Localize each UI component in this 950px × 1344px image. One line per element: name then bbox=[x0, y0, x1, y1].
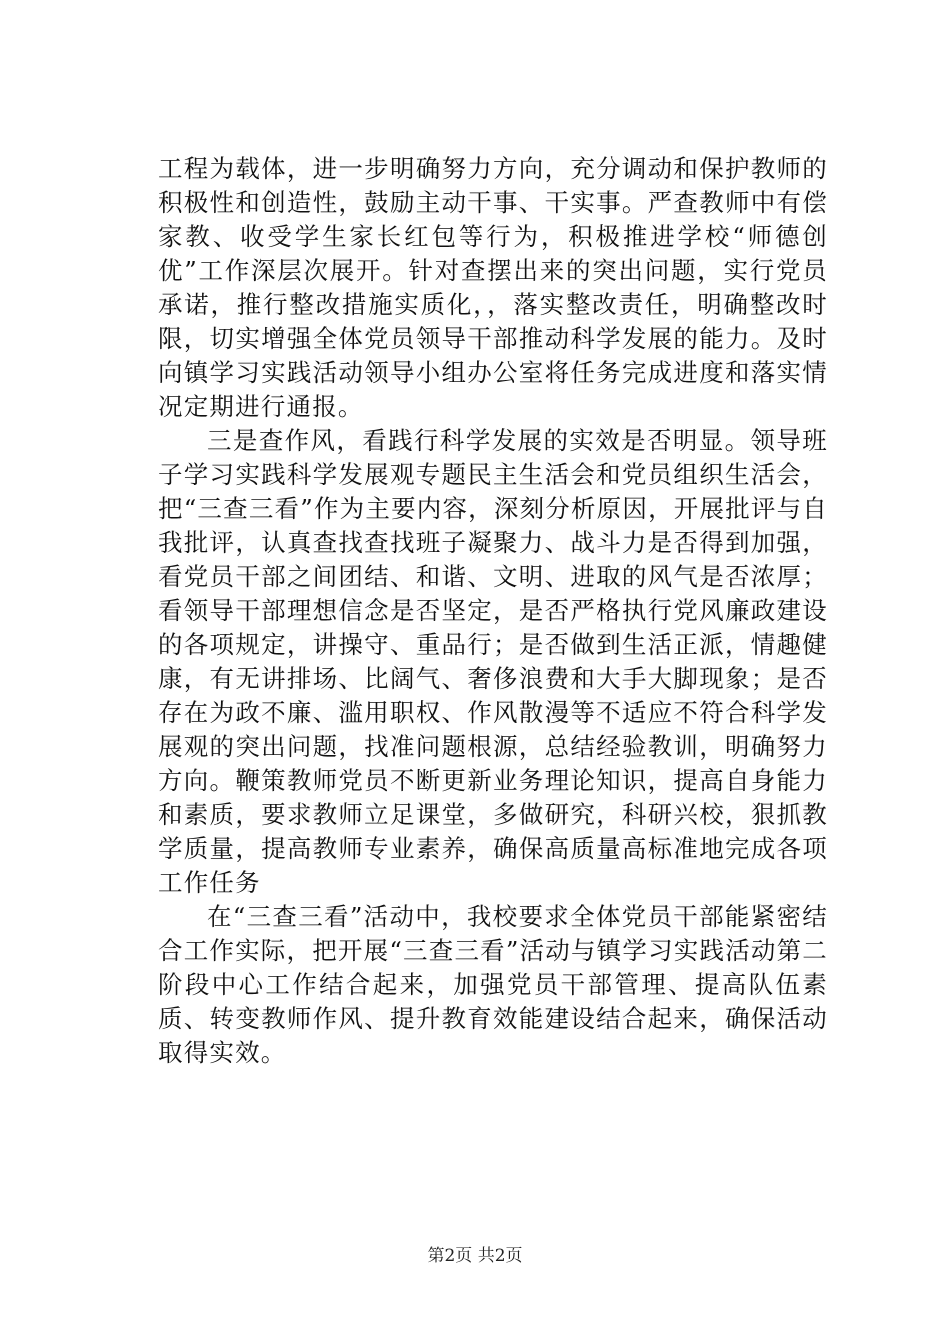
paragraph-2: 三是查作风，看践行科学发展的实效是否明显。领导班子学习实践科学发展观专题民主生活会和党员组织生活会，把“三查三看”作为主要内容，深刻分析原因，开展批评与自我批评，认真查找查找班子凝聚力、战斗力是否得到加强，看党员干部之间团结、和谐、文明、进取的风气是否浓厚；看领导干部理想信念是否坚定，是否严格执行党风廉政建设的各项规定，讲操守、重品行；是否做到生活正派，情趣健康，有无讲排场、比阔气、奢侈浪费和大手大脚现象；是否存在为政不廉、滥用职权、作风散漫等不适应不符合科学发展观的突出问题，找准问题根源，总结经验教训，明确努力方向。鞭策教师党员不断更新业务理论知识，提高自身能力和素质，要求教师立足课堂，多做研究，科研兴校，狠抓教学质量，提高教师专业素养，确保高质量高标准地完成各项工作任务 bbox=[158, 426, 828, 897]
page-number-footer: 第2页 共2页 bbox=[427, 1246, 523, 1266]
paragraph-1: 工程为载体，进一步明确努力方向，充分调动和保护教师的积极性和创造性，鼓励主动干事、干实事。严查教师中有偿家教、收受学生家长红包等行为，积极推进学校“师德创优”工作深层次展开。针对查摆出来的突出问题，实行党员承诺，推行整改措施实质化，，落实整改责任，明确整改时限，切实增强全体党员领导干部推动科学发展的能力。及时向镇学习实践活动领导小组办公室将任务完成进度和落实情况定期进行通报。 bbox=[158, 154, 828, 421]
document-body bbox=[158, 152, 828, 1070]
paragraph-3: 在“三查三看”活动中，我校要求全体党员干部能紧密结合工作实际，把开展“三查三看”活动与镇学习实践活动第二阶段中心工作结合起来，加强党员干部管理、提高队伍素质、转变教师作风、提升教育效能建设结合起来，确保活动取得实效。 bbox=[158, 902, 828, 1067]
